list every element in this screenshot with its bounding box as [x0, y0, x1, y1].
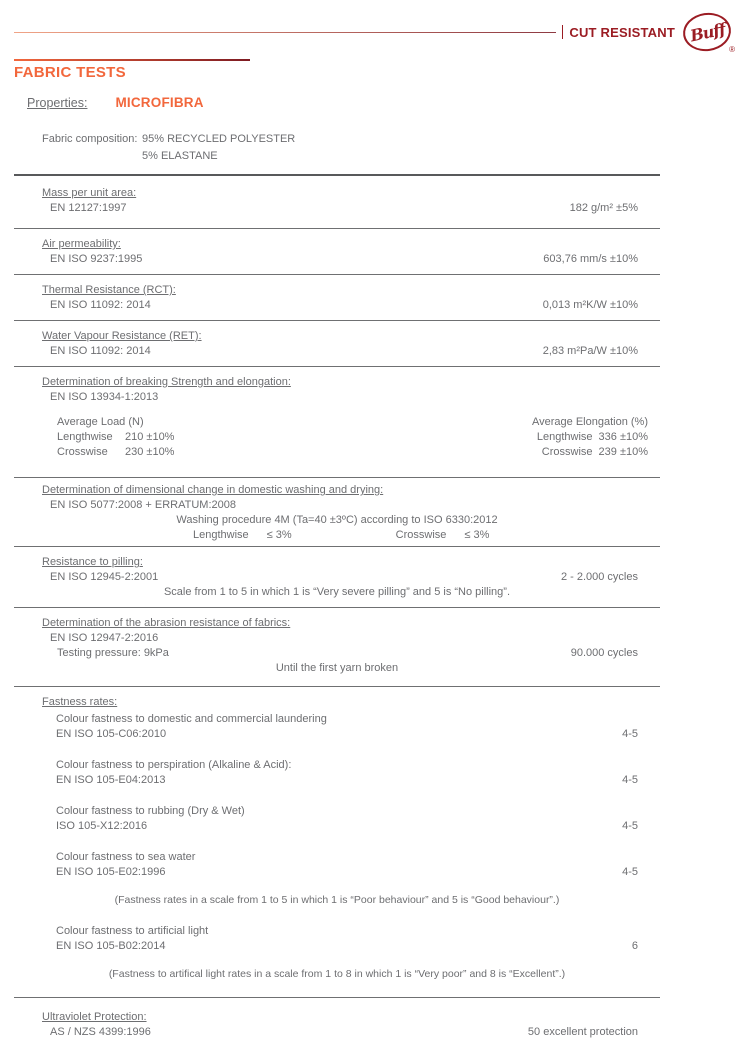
section-title: Air permeability: — [42, 238, 121, 250]
fabric-composition — [42, 131, 737, 165]
fastness-item-artificial-light — [14, 924, 660, 954]
standard-code: EN ISO 13934-1:2013 — [50, 391, 159, 403]
column-header: Average Load (N) — [57, 416, 144, 428]
result-value: ≤ 3% — [266, 529, 292, 541]
standard-code: EN ISO 12945-2:2001 — [50, 571, 159, 583]
section-title: Determination of breaking Strength and elongation: — [42, 376, 291, 388]
fabric-composition-line1: 95% RECYCLED POLYESTER — [142, 133, 296, 145]
crosswise-result: Crosswise ≤ 3% — [395, 529, 490, 541]
shrinkage-results — [193, 528, 660, 543]
test-label: Colour fastness to artificial light — [56, 925, 209, 937]
section-title: Fastness rates: — [42, 696, 118, 708]
section-row — [14, 570, 660, 585]
fastness-scale-note: (Fastness rates in a scale from 1 to 5 in which 1 is “Poor behaviour” and 5 is “Good behaviour”.) — [114, 894, 560, 906]
section-title: Water Vapour Resistance (RET): — [42, 330, 202, 342]
header-rule — [14, 32, 556, 33]
section-title: Mass per unit area: — [42, 187, 137, 199]
result-value: 6 — [631, 940, 638, 952]
lengthwise-result: Lengthwise ≤ 3% — [193, 529, 292, 541]
standard-code: EN ISO 9237:1995 — [50, 253, 143, 265]
section-abrasion-resistance — [14, 608, 660, 687]
section-air-permeability — [14, 229, 660, 275]
test-label: Colour fastness to domestic and commercial laundering — [56, 713, 327, 725]
test-label: Colour fastness to rubbing (Dry & Wet) — [56, 805, 245, 817]
section-dimensional-change — [14, 478, 660, 547]
fastness-item-perspiration — [14, 758, 660, 788]
cell-value: 230 ±10% — [125, 446, 175, 458]
fastness-item-laundering — [14, 712, 660, 742]
standard-code: AS / NZS 4399:1996 — [50, 1026, 151, 1038]
cell-value: 210 ±10% — [125, 431, 175, 443]
section-mass-per-unit-area — [14, 176, 660, 229]
table-row: Crosswise 230 ±10% — [57, 446, 175, 458]
result-value: 4-5 — [622, 820, 638, 832]
standard-code: EN ISO 105-C06:2010 — [56, 728, 167, 740]
breaking-strength-table — [57, 415, 660, 470]
section-row — [14, 865, 660, 880]
standard-code: EN ISO 12947-2:2016 — [50, 632, 159, 644]
test-label: Colour fastness to sea water — [56, 851, 196, 863]
section-row — [14, 819, 660, 834]
section-title: Resistance to pilling: — [42, 556, 143, 568]
buff-logo — [683, 13, 735, 54]
standard-code: EN ISO 11092: 2014 — [50, 345, 151, 357]
cell-value: 336 ±10% — [598, 431, 648, 443]
title-rule — [14, 59, 250, 61]
result-value: 603,76 mm/s ±10% — [543, 253, 638, 265]
section-row — [14, 773, 660, 788]
properties-label: Properties: — [27, 96, 88, 110]
section-fastness-rates — [14, 687, 660, 998]
standard-code: ISO 105-X12:2016 — [56, 820, 148, 832]
average-load-column — [57, 415, 174, 460]
table-row: Crosswise 239 ±10% — [541, 446, 648, 458]
standard-code: EN ISO 5077:2008 + ERRATUM:2008 — [50, 499, 236, 511]
result-value: 90.000 cycles — [570, 647, 638, 659]
registered-trademark-symbol: ® — [729, 45, 735, 54]
document-header — [14, 12, 735, 54]
cell-value: 239 ±10% — [598, 446, 648, 458]
test-label: Colour fastness to perspiration (Alkaline & Acid): — [56, 759, 292, 771]
buff-logo-text: Buff — [687, 19, 727, 45]
fabric-composition-line2: 5% ELASTANE — [142, 150, 218, 162]
header-divider-bar — [562, 25, 564, 39]
section-breaking-strength — [14, 367, 660, 478]
result-value: 2 - 2.000 cycles — [560, 571, 638, 583]
fabric-composition-values — [142, 131, 295, 165]
result-value: 4-5 — [622, 728, 638, 740]
standard-code: EN 12127:1997 — [50, 202, 127, 214]
average-elongation-column — [532, 415, 648, 460]
section-row — [14, 252, 660, 267]
section-title: Thermal Resistance (RCT): — [42, 284, 176, 296]
result-value: 50 excellent protection — [527, 1026, 638, 1038]
properties-row — [27, 95, 737, 110]
section-row — [14, 344, 660, 359]
page-title: FABRIC TESTS — [14, 64, 126, 81]
section-row — [14, 727, 660, 742]
section-title: Ultraviolet Protection: — [42, 1011, 147, 1023]
section-row — [14, 298, 660, 313]
section-title: Determination of dimensional change in domestic washing and drying: — [42, 484, 384, 496]
section-title: Determination of the abrasion resistance of fabrics: — [42, 617, 291, 629]
section-row — [14, 646, 660, 661]
result-value: 4-5 — [622, 774, 638, 786]
fastness-item-sea-water — [14, 850, 660, 880]
result-value: 182 g/m² ±5% — [569, 202, 638, 214]
section-resistance-to-pilling — [14, 547, 660, 608]
section-row — [14, 1025, 660, 1040]
section-row — [14, 939, 660, 954]
standard-code: EN ISO 105-E02:1996 — [56, 866, 166, 878]
standard-code: EN ISO 105-B02:2014 — [56, 940, 166, 952]
light-fastness-scale-note: (Fastness to artifical light rates in a scale from 1 to 8 in which 1 is “Very poor” and 8 is “Excellent”.) — [108, 968, 566, 980]
buff-logo-oval — [681, 10, 734, 54]
abrasion-note: Until the first yarn broken — [275, 662, 399, 674]
scale-note: Scale from 1 to 5 in which 1 is “Very severe pilling” and 5 is “No pilling”. — [163, 586, 511, 598]
properties-value: MICROFIBRA — [115, 95, 204, 110]
fabric-composition-label: Fabric composition: — [42, 133, 138, 145]
section-ultraviolet-protection — [14, 998, 660, 1047]
washing-procedure-note: Washing procedure 4M (Ta=40 ±3ºC) according to ISO 6330:2012 — [176, 514, 498, 526]
column-header: Average Elongation (%) — [532, 416, 648, 428]
standard-code: EN ISO 105-E04:2013 — [56, 774, 166, 786]
table-row: Lengthwise 210 ±10% — [57, 431, 175, 443]
table-row: Lengthwise 336 ±10% — [536, 431, 648, 443]
standard-code: EN ISO 11092: 2014 — [50, 299, 151, 311]
result-value: 2,83 m²Pa/W ±10% — [542, 345, 638, 357]
section-row — [14, 201, 660, 216]
result-value: 0,013 m²K/W ±10% — [542, 299, 638, 311]
section-water-vapour-resistance — [14, 321, 660, 367]
section-thermal-resistance — [14, 275, 660, 321]
cut-resistant-label: CUT RESISTANT — [569, 24, 675, 40]
result-value: ≤ 3% — [464, 529, 490, 541]
result-value: 4-5 — [622, 866, 638, 878]
fastness-item-rubbing — [14, 804, 660, 834]
testing-pressure-label: Testing pressure: 9kPa — [57, 647, 169, 659]
